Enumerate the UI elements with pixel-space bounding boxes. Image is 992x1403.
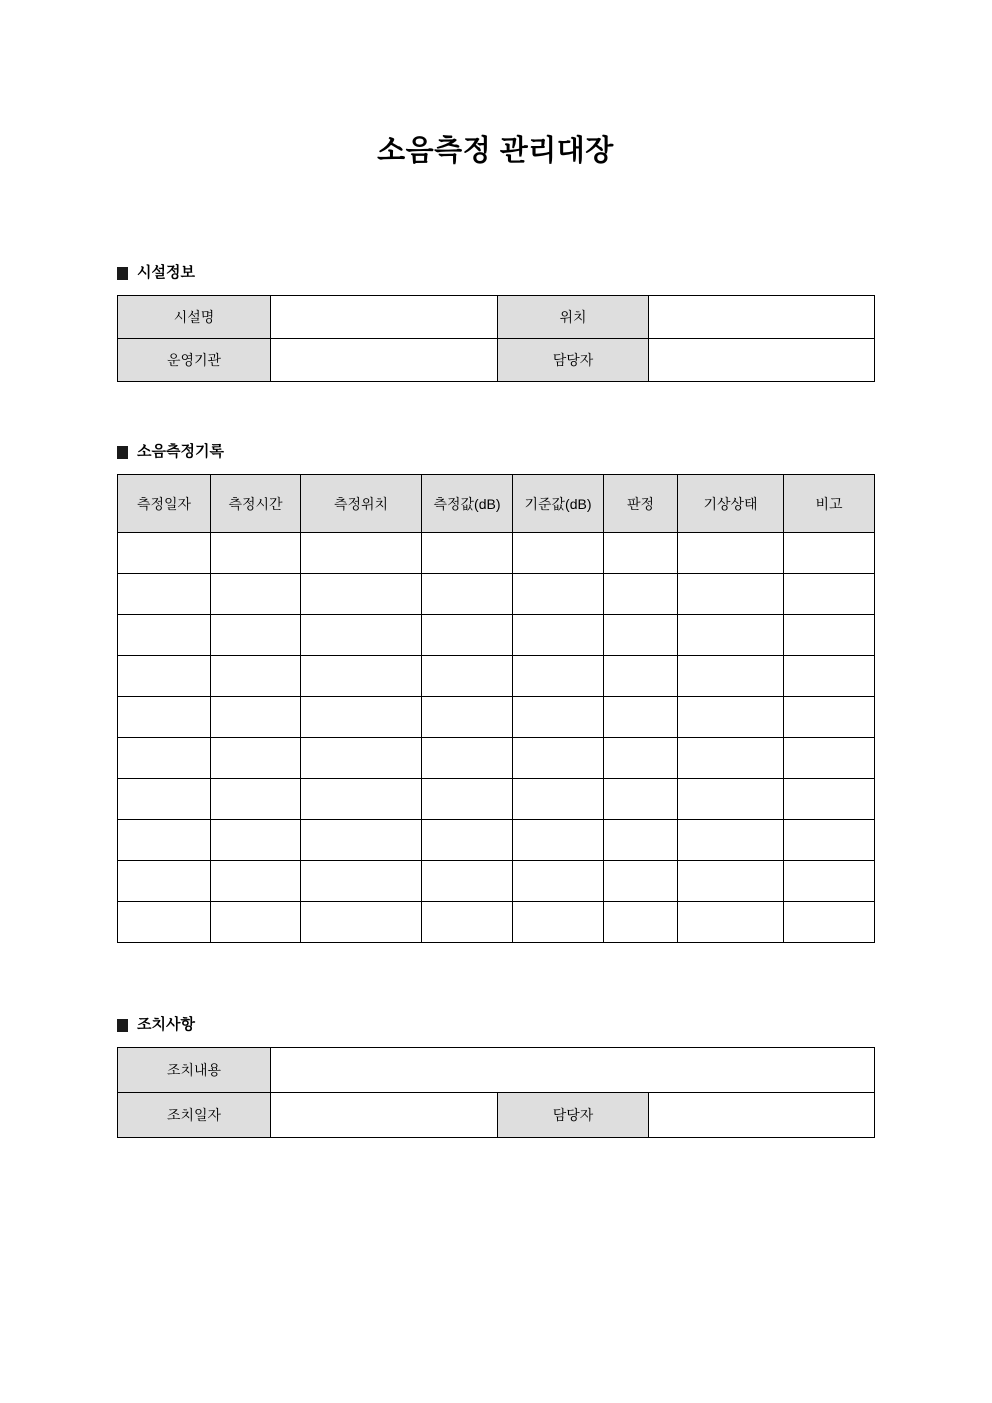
measurement-table-wrap — [117, 474, 874, 943]
table-row — [118, 574, 875, 615]
section-heading-action-items — [117, 1016, 874, 1034]
table-header-row — [118, 475, 875, 533]
table-row — [118, 738, 875, 779]
table-cell[interactable] — [422, 533, 513, 574]
table-cell[interactable] — [211, 697, 301, 738]
action-content-label: 조치내용 — [118, 1048, 271, 1093]
table-cell[interactable] — [678, 533, 784, 574]
table-row — [118, 1048, 875, 1093]
action-date-label: 조치일자 — [118, 1093, 271, 1138]
table-cell[interactable] — [678, 656, 784, 697]
measurement-table-head — [118, 475, 875, 533]
table-cell[interactable] — [784, 779, 875, 820]
facility-location-label: 위치 — [498, 296, 649, 339]
section-facility-info — [117, 169, 874, 382]
operating-organization-label: 운영기관 — [118, 339, 271, 382]
table-cell[interactable] — [301, 738, 422, 779]
table-cell[interactable] — [513, 820, 604, 861]
table-cell[interactable] — [211, 533, 301, 574]
table-cell[interactable] — [211, 656, 301, 697]
table-cell[interactable] — [678, 779, 784, 820]
table-cell[interactable] — [513, 656, 604, 697]
table-cell[interactable] — [118, 615, 211, 656]
square-bullet-icon — [117, 1019, 128, 1032]
table-cell[interactable] — [784, 574, 875, 615]
table-row — [118, 533, 875, 574]
table-cell[interactable] — [604, 902, 678, 943]
table-cell[interactable] — [118, 697, 211, 738]
table-cell[interactable] — [784, 738, 875, 779]
table-cell[interactable] — [784, 861, 875, 902]
table-cell[interactable] — [784, 533, 875, 574]
column-header-standard-value-db: 기준값(dB) — [513, 475, 604, 533]
table-cell[interactable] — [211, 738, 301, 779]
table-cell[interactable] — [678, 861, 784, 902]
facility-info-table — [117, 295, 875, 382]
table-row — [118, 861, 875, 902]
table-cell[interactable] — [513, 902, 604, 943]
table-cell[interactable] — [678, 615, 784, 656]
action-date-value[interactable] — [271, 1093, 498, 1138]
table-row — [118, 697, 875, 738]
table-cell[interactable] — [604, 779, 678, 820]
operating-organization-value[interactable] — [271, 339, 498, 382]
table-row — [118, 656, 875, 697]
facility-manager-value[interactable] — [649, 339, 875, 382]
column-header-weather-condition: 기상상태 — [678, 475, 784, 533]
table-cell[interactable] — [211, 615, 301, 656]
column-header-remarks: 비고 — [784, 475, 875, 533]
table-cell[interactable] — [422, 697, 513, 738]
action-content-value[interactable] — [271, 1048, 875, 1093]
table-cell[interactable] — [118, 779, 211, 820]
table-cell[interactable] — [118, 738, 211, 779]
action-manager-label: 담당자 — [498, 1093, 649, 1138]
table-cell[interactable] — [301, 820, 422, 861]
table-cell[interactable] — [422, 861, 513, 902]
table-cell[interactable] — [301, 574, 422, 615]
table-cell[interactable] — [118, 902, 211, 943]
section-noise-measurement-records — [117, 382, 874, 943]
table-row — [118, 1093, 875, 1138]
facility-manager-label: 담당자 — [498, 339, 649, 382]
table-cell[interactable] — [604, 656, 678, 697]
table-cell[interactable] — [118, 861, 211, 902]
table-cell[interactable] — [422, 574, 513, 615]
table-cell[interactable] — [784, 902, 875, 943]
table-cell[interactable] — [678, 738, 784, 779]
table-cell[interactable] — [211, 902, 301, 943]
table-cell[interactable] — [422, 656, 513, 697]
table-cell[interactable] — [784, 697, 875, 738]
table-cell[interactable] — [513, 697, 604, 738]
column-header-measure-location: 측정위치 — [301, 475, 422, 533]
facility-name-label: 시설명 — [118, 296, 271, 339]
square-bullet-icon — [117, 267, 128, 280]
section-heading-facility-info — [117, 264, 874, 282]
table-cell[interactable] — [513, 738, 604, 779]
facility-name-value[interactable] — [271, 296, 498, 339]
table-row — [118, 339, 875, 382]
table-cell[interactable] — [678, 574, 784, 615]
table-row — [118, 615, 875, 656]
table-cell[interactable] — [604, 861, 678, 902]
table-cell[interactable] — [513, 533, 604, 574]
table-cell[interactable] — [784, 820, 875, 861]
table-cell[interactable] — [513, 615, 604, 656]
table-cell[interactable] — [422, 738, 513, 779]
table-cell[interactable] — [301, 861, 422, 902]
table-cell[interactable] — [301, 656, 422, 697]
table-row — [118, 902, 875, 943]
table-row — [118, 820, 875, 861]
table-cell[interactable] — [118, 574, 211, 615]
table-cell[interactable] — [604, 738, 678, 779]
action-items-table — [117, 1047, 875, 1138]
table-cell[interactable] — [513, 779, 604, 820]
table-cell[interactable] — [301, 697, 422, 738]
column-header-judgement: 판정 — [604, 475, 678, 533]
table-cell[interactable] — [118, 656, 211, 697]
table-cell[interactable] — [422, 902, 513, 943]
table-cell[interactable] — [422, 820, 513, 861]
column-header-measure-time: 측정시간 — [211, 475, 301, 533]
table-cell[interactable] — [678, 820, 784, 861]
table-cell[interactable] — [604, 697, 678, 738]
section-heading-label: 조치사항 — [137, 1016, 195, 1034]
table-cell[interactable] — [211, 820, 301, 861]
page-title: 소음측정 관리대장 — [377, 135, 614, 167]
table-row — [118, 779, 875, 820]
square-bullet-icon — [117, 446, 128, 459]
action-table-wrap — [117, 1047, 874, 1138]
table-cell[interactable] — [678, 697, 784, 738]
table-cell[interactable] — [211, 574, 301, 615]
table-cell[interactable] — [422, 615, 513, 656]
table-cell[interactable] — [513, 574, 604, 615]
section-heading-measurement-records — [117, 443, 874, 461]
table-cell[interactable] — [678, 902, 784, 943]
table-cell[interactable] — [604, 615, 678, 656]
noise-measurement-table — [117, 474, 875, 943]
table-cell[interactable] — [301, 533, 422, 574]
table-cell[interactable] — [118, 820, 211, 861]
table-cell[interactable] — [604, 574, 678, 615]
table-row — [118, 296, 875, 339]
table-cell[interactable] — [604, 533, 678, 574]
table-cell[interactable] — [211, 779, 301, 820]
measurement-table-body — [118, 533, 875, 943]
table-cell[interactable] — [211, 861, 301, 902]
table-cell[interactable] — [118, 533, 211, 574]
facility-location-value[interactable] — [649, 296, 875, 339]
section-action-items — [117, 943, 874, 1138]
table-cell[interactable] — [301, 615, 422, 656]
table-cell[interactable] — [604, 820, 678, 861]
facility-table-wrap — [117, 295, 874, 382]
section-heading-label: 시설정보 — [137, 264, 195, 282]
table-cell[interactable] — [422, 779, 513, 820]
column-header-measure-date: 측정일자 — [118, 475, 211, 533]
table-cell[interactable] — [513, 861, 604, 902]
section-heading-label: 소음측정기록 — [137, 443, 224, 461]
table-cell[interactable] — [784, 615, 875, 656]
table-cell[interactable] — [784, 656, 875, 697]
table-cell[interactable] — [301, 779, 422, 820]
action-manager-value[interactable] — [649, 1093, 875, 1138]
table-cell[interactable] — [301, 902, 422, 943]
column-header-measured-value-db: 측정값(dB) — [422, 475, 513, 533]
